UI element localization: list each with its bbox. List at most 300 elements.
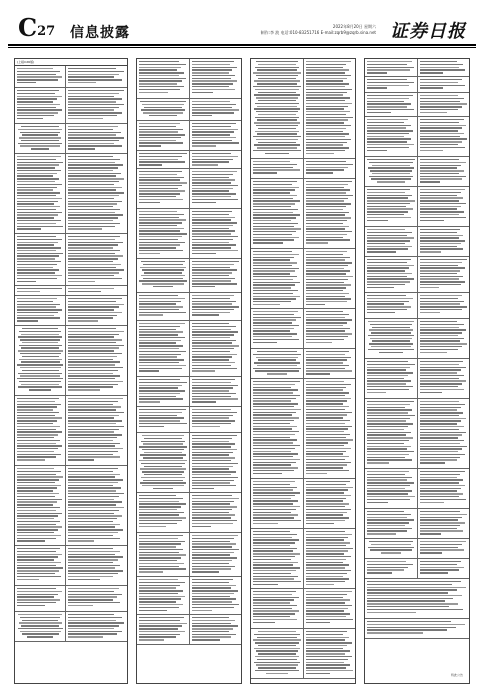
- text-line: [192, 398, 238, 399]
- text-line: [68, 209, 120, 210]
- text-line: [367, 514, 411, 515]
- text-line: [17, 220, 61, 221]
- text-line: [306, 322, 347, 323]
- text-line: [192, 145, 216, 146]
- text-line: [306, 398, 351, 399]
- text-line: [17, 112, 58, 113]
- text-line: [367, 603, 458, 604]
- text-line: [192, 278, 235, 279]
- text-line: [306, 673, 330, 674]
- column-4: [364, 58, 470, 684]
- text-line: [420, 167, 457, 168]
- text-line: [306, 420, 350, 421]
- text-line: [17, 518, 54, 519]
- text-line: [17, 412, 59, 413]
- text-line: [192, 182, 231, 183]
- text-line: [192, 390, 229, 391]
- text-line: [367, 502, 388, 503]
- text-line: [367, 246, 412, 247]
- text-line: [192, 193, 236, 194]
- text-line: [68, 482, 118, 483]
- text-line: [17, 304, 60, 305]
- text-line: [141, 275, 186, 276]
- text-line: [68, 244, 117, 245]
- text-line: [367, 303, 404, 304]
- text-line: [253, 423, 290, 424]
- text-line: [420, 220, 444, 221]
- text-line: [68, 98, 121, 99]
- text-line: [68, 201, 122, 202]
- text-line: [306, 550, 348, 551]
- text-line: [17, 459, 45, 460]
- text-line: [68, 353, 122, 354]
- text-line: [306, 489, 348, 490]
- text-line: [306, 520, 345, 521]
- text-line: [265, 153, 290, 154]
- text-line: [420, 490, 457, 491]
- text-line: [253, 610, 299, 611]
- text-line: [257, 119, 297, 120]
- text-line: [266, 673, 288, 674]
- text-line: [139, 593, 178, 594]
- text-line: [17, 244, 54, 245]
- text-line: [367, 61, 412, 62]
- text-line: [253, 573, 291, 574]
- table-row: [365, 157, 469, 187]
- text-line: [306, 72, 345, 73]
- text-line: [139, 323, 185, 324]
- text-line: [68, 239, 114, 240]
- text-line: [139, 587, 176, 588]
- table-cell: [65, 124, 127, 153]
- text-line: [306, 325, 343, 326]
- text-line: [306, 578, 349, 579]
- text-line: [367, 159, 415, 160]
- text-line: [420, 262, 462, 263]
- text-line: [306, 597, 343, 598]
- text-line: [306, 97, 350, 98]
- text-line: [306, 453, 343, 454]
- text-line: [306, 131, 343, 132]
- text-line: [17, 178, 59, 179]
- text-line: [420, 564, 457, 565]
- text-line: [367, 301, 409, 302]
- text-line: [257, 365, 298, 366]
- text-line: [68, 426, 124, 427]
- text-line: [367, 426, 408, 427]
- text-line: [17, 398, 59, 399]
- text-line: [368, 547, 414, 548]
- text-line: [153, 488, 172, 489]
- text-line: [253, 298, 296, 299]
- text-line: [253, 189, 295, 190]
- table-cell: [189, 377, 241, 406]
- text-line: [306, 608, 348, 609]
- text-line: [420, 98, 464, 99]
- text-line: [253, 517, 294, 518]
- text-line: [369, 343, 413, 344]
- text-line: [139, 617, 184, 618]
- text-line: [306, 534, 352, 535]
- text-line: [17, 298, 57, 299]
- header-meta: [206, 24, 376, 36]
- text-line: [367, 459, 412, 460]
- table-cell: [251, 529, 303, 588]
- text-line: [306, 273, 346, 274]
- text-line: [368, 167, 414, 168]
- text-line: [306, 114, 346, 115]
- text-line: [367, 485, 410, 486]
- text-line: [306, 473, 327, 474]
- text-line: [68, 74, 119, 75]
- text-line: [68, 381, 123, 382]
- text-line: [306, 605, 352, 606]
- text-line: [367, 386, 413, 387]
- text-line: [143, 112, 183, 113]
- text-line: [253, 564, 293, 565]
- text-line: [68, 96, 113, 97]
- text-line: [306, 169, 344, 170]
- text-line: [68, 178, 123, 179]
- text-line: [139, 193, 180, 194]
- text-line: [306, 456, 349, 457]
- text-line: [68, 250, 120, 251]
- text-line: [68, 631, 122, 632]
- text-line: [17, 184, 62, 185]
- text-line: [19, 381, 61, 382]
- text-line: [192, 295, 234, 296]
- text-line: [68, 468, 117, 469]
- text-line: [68, 342, 116, 343]
- text-line: [17, 167, 55, 168]
- text-line: [306, 368, 345, 369]
- text-line: [192, 579, 233, 580]
- newspaper-logo: 证券日报: [390, 21, 466, 42]
- table-cell: [365, 359, 417, 398]
- text-line: [257, 106, 296, 107]
- text-line: [144, 107, 181, 108]
- table-cell: [189, 433, 241, 492]
- table-cell: [15, 396, 65, 465]
- text-line: [139, 554, 186, 555]
- text-line: [139, 211, 177, 212]
- text-line: [139, 398, 183, 399]
- text-line: [139, 568, 186, 569]
- text-line: [253, 570, 296, 571]
- text-line: [139, 64, 186, 65]
- text-line: [68, 554, 114, 555]
- text-line: [139, 83, 177, 84]
- text-line: [192, 517, 231, 518]
- text-line: [255, 131, 300, 132]
- text-line: [17, 239, 62, 240]
- text-line: [367, 200, 415, 201]
- text-line: [139, 174, 177, 175]
- text-line: [68, 504, 116, 505]
- text-line: [253, 420, 294, 421]
- text-line: [17, 278, 57, 279]
- text-line: [144, 466, 183, 467]
- text-line: [306, 631, 347, 632]
- text-line: [306, 622, 330, 623]
- text-line: [253, 512, 291, 513]
- text-line: [367, 519, 414, 520]
- text-line: [367, 265, 414, 266]
- text-line: [367, 103, 411, 104]
- text-line: [21, 625, 60, 626]
- text-line: [21, 361, 60, 362]
- text-line: [139, 601, 176, 602]
- text-line: [367, 407, 405, 408]
- text-line: [306, 531, 345, 532]
- table-cell: [65, 612, 127, 641]
- text-line: [17, 524, 56, 525]
- text-line: [68, 79, 122, 80]
- text-line: [306, 214, 345, 215]
- text-line: [192, 345, 239, 346]
- text-line: [253, 239, 294, 240]
- text-line: [68, 187, 121, 188]
- text-line: [17, 189, 53, 190]
- text-line: [139, 156, 182, 157]
- text-line: [367, 119, 408, 120]
- text-line: [253, 389, 298, 390]
- table-cell: [417, 117, 469, 156]
- text-line: [253, 395, 300, 396]
- text-line: [139, 244, 180, 245]
- text-line: [29, 389, 51, 390]
- text-line: [192, 351, 230, 352]
- text-line: [68, 281, 95, 282]
- text-line: [141, 463, 184, 464]
- text-line: [192, 543, 236, 544]
- text-line: [139, 393, 180, 394]
- text-line: [68, 493, 123, 494]
- text-line: [192, 280, 231, 281]
- table-cell: [365, 77, 417, 92]
- text-line: [306, 94, 343, 95]
- table-row: [251, 379, 355, 479]
- text-line: [367, 584, 452, 585]
- text-line: [139, 607, 179, 608]
- text-line: [68, 203, 117, 204]
- text-line: [139, 131, 178, 132]
- text-line: [306, 86, 345, 87]
- table-row: [137, 121, 241, 151]
- table-cell: [417, 509, 469, 538]
- text-line: [139, 639, 164, 640]
- text-line: [420, 162, 466, 163]
- text-line: [367, 85, 409, 86]
- text-line: [367, 482, 414, 483]
- text-line: [18, 350, 63, 351]
- text-line: [253, 400, 291, 401]
- text-line: [17, 445, 62, 446]
- table-row: [251, 309, 355, 349]
- text-line: [68, 175, 116, 176]
- text-line: [306, 122, 344, 123]
- table-cell: [417, 227, 469, 256]
- text-line: [68, 291, 100, 292]
- text-line: [306, 506, 345, 507]
- text-line: [367, 451, 414, 452]
- text-line: [192, 126, 231, 127]
- text-line: [253, 409, 301, 410]
- text-line: [367, 389, 409, 390]
- text-line: [253, 489, 293, 490]
- text-line: [139, 190, 185, 191]
- text-line: [256, 664, 298, 665]
- text-line: [17, 107, 56, 108]
- text-line: [140, 454, 185, 455]
- text-line: [192, 115, 212, 116]
- text-line: [253, 448, 295, 449]
- text-line: [258, 359, 296, 360]
- text-line: [142, 104, 184, 105]
- text-line: [367, 621, 451, 622]
- table-row: [365, 59, 469, 77]
- text-line: [192, 409, 231, 410]
- table-cell: [417, 157, 469, 186]
- text-line: [139, 177, 184, 178]
- text-line: [257, 133, 297, 134]
- table-cell: [303, 479, 355, 528]
- text-line: [367, 412, 408, 413]
- text-line: [253, 136, 300, 137]
- text-line: [420, 133, 464, 134]
- text-line: [17, 570, 59, 571]
- text-line: [17, 496, 55, 497]
- text-line: [192, 571, 219, 572]
- text-line: [253, 214, 300, 215]
- text-line: [420, 443, 460, 444]
- text-line: [253, 567, 300, 568]
- text-line: [17, 406, 57, 407]
- text-line: [68, 417, 113, 418]
- text-line: [367, 415, 415, 416]
- text-line: [139, 239, 178, 240]
- text-line: [367, 138, 411, 139]
- text-line: [68, 361, 120, 362]
- table-cell: [251, 309, 303, 348]
- text-line: [306, 584, 334, 585]
- text-line: [139, 225, 177, 226]
- text-line: [253, 437, 290, 438]
- text-line: [420, 426, 464, 427]
- table-row: [15, 466, 127, 546]
- text-line: [420, 265, 458, 266]
- text-line: [139, 80, 182, 81]
- text-line: [192, 607, 234, 608]
- text-line: [192, 596, 230, 597]
- text-line: [306, 268, 344, 269]
- text-line: [306, 239, 350, 240]
- text-line: [68, 164, 123, 165]
- table-row: [365, 117, 469, 157]
- text-line: [367, 632, 423, 633]
- text-line: [253, 559, 291, 560]
- text-line: [192, 331, 238, 332]
- text-line: [367, 150, 387, 151]
- text-line: [192, 217, 235, 218]
- text-line: [139, 420, 180, 421]
- text-line: [68, 479, 123, 480]
- text-line: [367, 401, 414, 402]
- text-line: [420, 79, 462, 80]
- text-line: [372, 173, 409, 174]
- text-line: [192, 104, 236, 105]
- text-line: [192, 535, 238, 536]
- text-line: [192, 585, 236, 586]
- text-line: [192, 634, 236, 635]
- text-line: [192, 415, 233, 416]
- text-line: [306, 270, 350, 271]
- text-line: [253, 492, 300, 493]
- text-line: [420, 423, 457, 424]
- text-line: [420, 251, 441, 252]
- text-line: [192, 590, 238, 591]
- text-line: [306, 282, 344, 283]
- text-line: [68, 198, 114, 199]
- text-line: [192, 636, 231, 637]
- text-line: [17, 173, 57, 174]
- text-line: [420, 389, 464, 390]
- text-line: [306, 161, 346, 162]
- text-line: [253, 417, 299, 418]
- text-line: [306, 492, 344, 493]
- text-line: [20, 132, 60, 133]
- text-line: [68, 159, 120, 160]
- text-line: [17, 562, 61, 563]
- text-line: [139, 501, 179, 502]
- text-line: [420, 248, 463, 249]
- table-cell: [15, 154, 65, 233]
- text-line: [17, 417, 62, 418]
- text-line: [420, 165, 461, 166]
- text-line: [253, 259, 290, 260]
- text-line: [420, 284, 461, 285]
- text-line: [367, 600, 445, 601]
- table-cell: [417, 469, 469, 508]
- text-line: [255, 103, 299, 104]
- text-line: [17, 471, 61, 472]
- text-line: [306, 500, 343, 501]
- text-line: [306, 103, 352, 104]
- text-line: [139, 67, 181, 68]
- text-line: [258, 92, 297, 93]
- text-line: [306, 406, 349, 407]
- text-line: [306, 509, 351, 510]
- text-line: [68, 312, 122, 313]
- text-line: [17, 485, 61, 486]
- text-line: [420, 462, 445, 463]
- text-line: [367, 499, 410, 500]
- text-line: [68, 331, 123, 332]
- text-line: [306, 203, 351, 204]
- text-line: [306, 354, 345, 355]
- text-line: [306, 434, 350, 435]
- text-line: [306, 298, 351, 299]
- text-line: [420, 309, 462, 310]
- table-cell: [189, 59, 241, 98]
- text-line: [367, 298, 413, 299]
- table-cell: [303, 159, 355, 178]
- text-line: [139, 370, 159, 371]
- text-line: [192, 164, 218, 165]
- table-cell: [189, 407, 241, 432]
- text-line: [306, 328, 350, 329]
- table-row: [365, 77, 469, 93]
